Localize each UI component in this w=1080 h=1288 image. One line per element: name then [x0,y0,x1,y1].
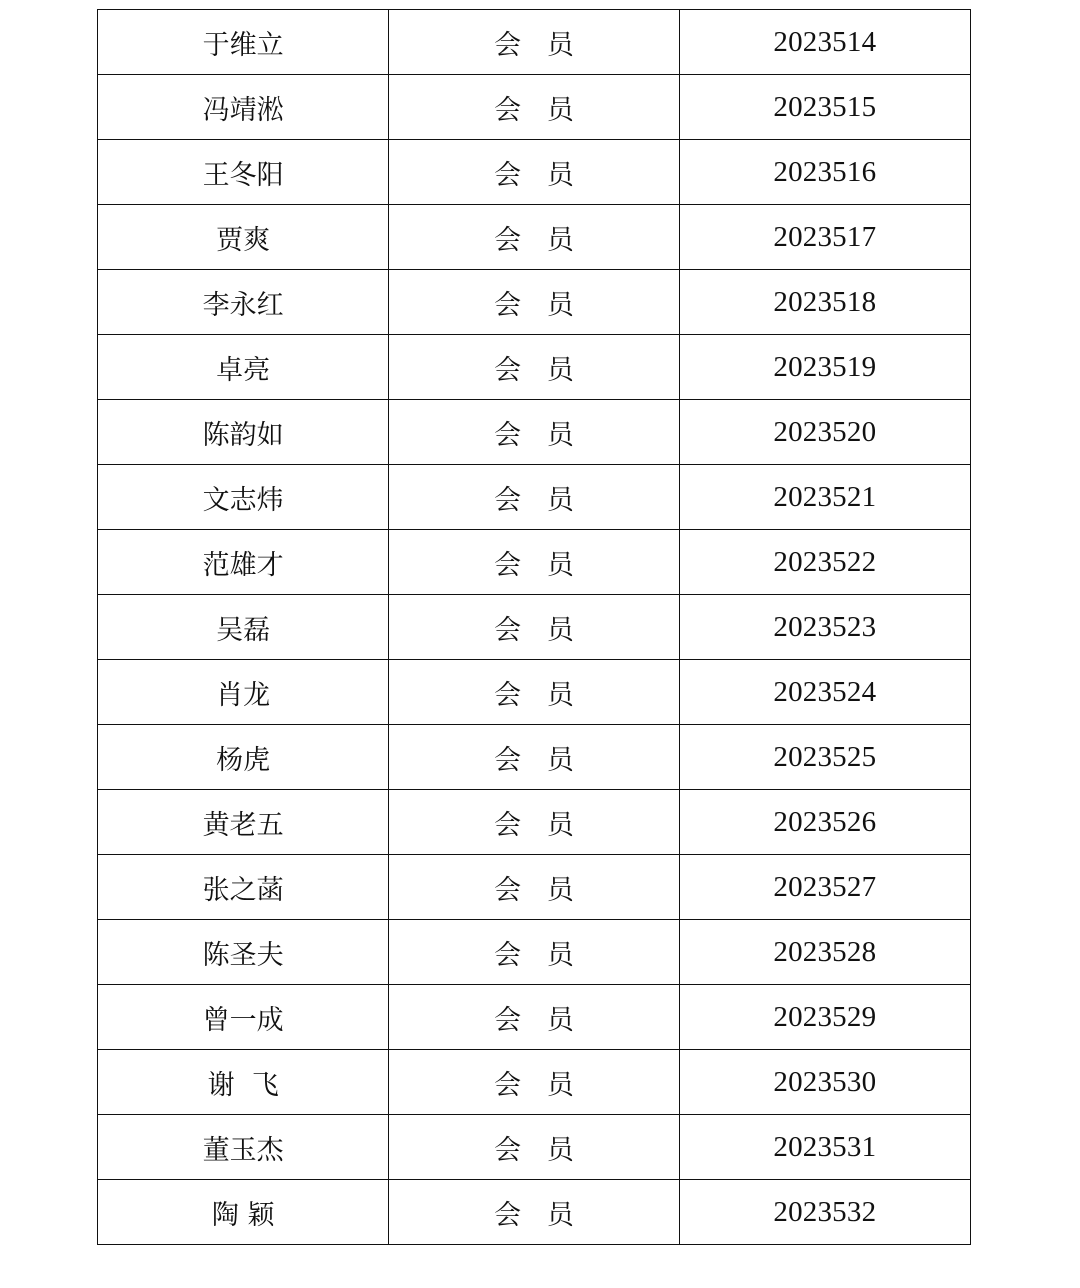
member-id: 2023525 [679,725,970,790]
member-name: 文志炜 [98,465,389,530]
member-id: 2023520 [679,400,970,465]
member-role: 会 员 [389,140,679,205]
member-id: 2023515 [679,75,970,140]
member-name: 陶 颖 [98,1180,389,1245]
member-role: 会 员 [389,920,679,985]
member-table [97,9,971,1245]
member-name: 范雄才 [98,530,389,595]
member-id: 2023523 [679,595,970,660]
member-role: 会 员 [389,1050,679,1115]
table-row [98,465,971,530]
member-role: 会 员 [389,335,679,400]
table-row [98,10,971,75]
member-name: 贾爽 [98,205,389,270]
member-role: 会 员 [389,400,679,465]
member-role: 会 员 [389,985,679,1050]
table-row [98,530,971,595]
member-id: 2023517 [679,205,970,270]
member-name: 于维立 [98,10,389,75]
member-name: 李永红 [98,270,389,335]
member-role: 会 员 [389,270,679,335]
member-id: 2023519 [679,335,970,400]
member-role: 会 员 [389,75,679,140]
member-name: 吴磊 [98,595,389,660]
member-id: 2023531 [679,1115,970,1180]
member-id: 2023514 [679,10,970,75]
member-id: 2023516 [679,140,970,205]
member-name: 董玉杰 [98,1115,389,1180]
member-role: 会 员 [389,205,679,270]
member-name: 黄老五 [98,790,389,855]
member-role: 会 员 [389,855,679,920]
member-role: 会 员 [389,595,679,660]
member-id: 2023528 [679,920,970,985]
member-role: 会 员 [389,465,679,530]
member-role: 会 员 [389,10,679,75]
member-name: 杨虎 [98,725,389,790]
member-name: 王冬阳 [98,140,389,205]
table-row [98,985,971,1050]
member-id: 2023522 [679,530,970,595]
table-row [98,855,971,920]
table-row [98,920,971,985]
table-row [98,335,971,400]
member-id: 2023521 [679,465,970,530]
table-row [98,140,971,205]
member-id: 2023518 [679,270,970,335]
member-name: 陈韵如 [98,400,389,465]
member-role: 会 员 [389,660,679,725]
table-row [98,1050,971,1115]
member-id: 2023524 [679,660,970,725]
table-row [98,205,971,270]
member-name: 卓亮 [98,335,389,400]
table-row [98,75,971,140]
member-name: 陈圣夫 [98,920,389,985]
table-row [98,400,971,465]
table-row [98,595,971,660]
member-table-body [98,10,971,1245]
member-role: 会 员 [389,1180,679,1245]
member-name: 谢 飞 [98,1050,389,1115]
member-role: 会 员 [389,1115,679,1180]
member-name: 肖龙 [98,660,389,725]
member-id: 2023529 [679,985,970,1050]
member-name: 曾一成 [98,985,389,1050]
member-role: 会 员 [389,790,679,855]
member-id: 2023526 [679,790,970,855]
table-row [98,1115,971,1180]
member-name: 冯靖淞 [98,75,389,140]
table-row [98,1180,971,1245]
member-id: 2023532 [679,1180,970,1245]
member-role: 会 员 [389,530,679,595]
table-row [98,270,971,335]
table-row [98,660,971,725]
table-row [98,725,971,790]
member-id: 2023527 [679,855,970,920]
table-row [98,790,971,855]
member-name: 张之菡 [98,855,389,920]
member-id: 2023530 [679,1050,970,1115]
member-role: 会 员 [389,725,679,790]
